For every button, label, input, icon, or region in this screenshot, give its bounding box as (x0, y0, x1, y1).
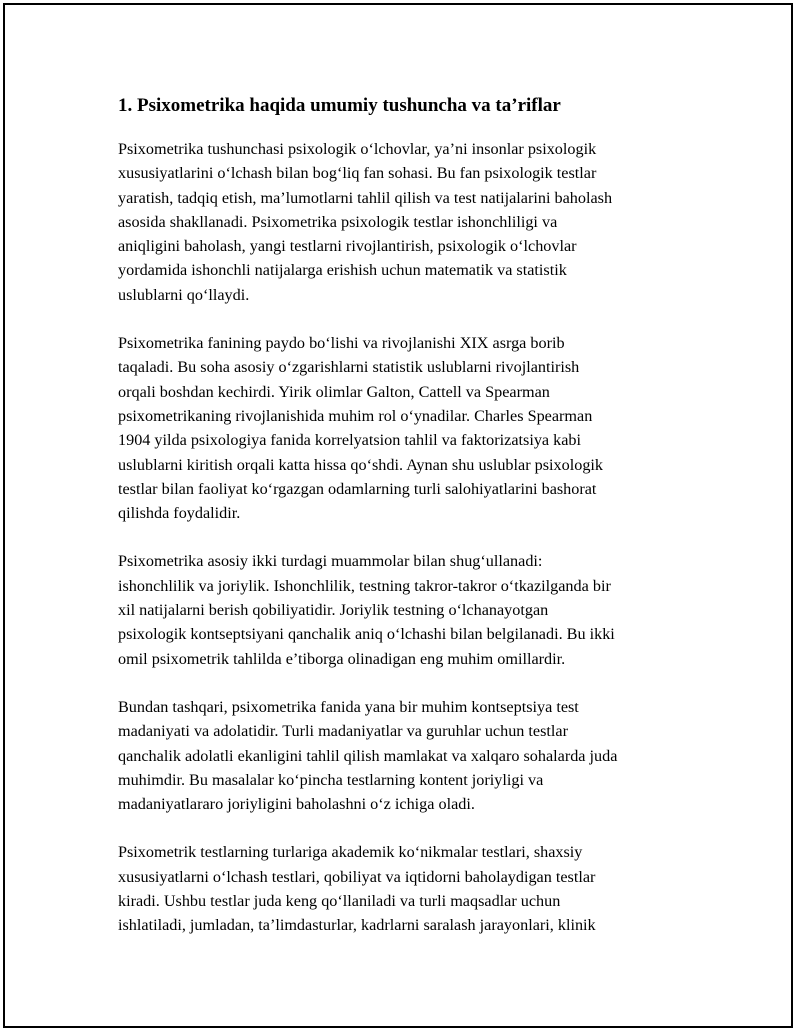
text-line: psixologik kontseptsiyani qanchalik aniq oʻlchashi bilan belgilanadi. Bu ikki (118, 625, 615, 644)
text-line: madaniyatlararo joriyligini baholashni oʻz ichiga oladi. (118, 795, 475, 814)
text-line: uslublarni kiritish orqali katta hissa qoʻshdi. Aynan shu uslublar psixologik (118, 455, 603, 474)
text-line: yaratish, tadqiq etish, ma’lumotlarni tahlil qilish va test natijalarini baholash (118, 188, 613, 207)
text-line: muhimdir. Bu masalalar koʻpincha testlarning kontent joriyligi va (118, 770, 544, 789)
paragraph-culture-fairness (118, 695, 678, 816)
text-line: qilishda foydalidir. (118, 504, 241, 523)
text-line: xil natijalarni berish qobiliyatidir. Joriylik testning oʻlchanayotgan (118, 601, 549, 620)
text-line: omil psixometrik tahlilda e’tiborga olinadigan eng muhim omillardir. (118, 649, 566, 668)
text-line: taqaladi. Bu soha asosiy oʻzgarishlarni statistik uslublarni rivojlantirish (118, 358, 580, 377)
text-line: Psixometrika asosiy ikki turdagi muammolar bilan shugʻullanadi: (118, 552, 543, 571)
paragraph-reliability-validity (118, 549, 678, 670)
document-body (118, 92, 678, 962)
section-heading: 1. Psixometrika haqida umumiy tushuncha va ta’riflar (118, 95, 561, 116)
paragraph-history (118, 331, 678, 525)
text-line: qanchalik adolatli ekanligini tahlil qilish mamlakat va xalqaro sohalarda juda (118, 746, 618, 765)
text-line: xususiyatlarni oʻlchash testlari, qobiliyat va iqtidorni baholaydigan testlar (118, 867, 596, 886)
text-line: 1904 yilda psixologiya fanida korrelyatsion tahlil va faktorizatsiya kabi (118, 431, 582, 450)
text-line: madaniyati va adolatidir. Turli madaniyatlar va guruhlar uchun testlar (118, 722, 568, 741)
text-line: testlar bilan faoliyat koʻrgazgan odamlarning turli salohiyatlarini bashorat (118, 479, 597, 498)
text-line: kiradi. Ushbu testlar juda keng qoʻllaniladi va turli maqsadlar uchun (118, 892, 561, 911)
text-line: yordamida ishonchli natijalarga erishish uchun matematik va statistik (118, 261, 567, 280)
text-line: Psixometrika tushunchasi psixologik oʻlchovlar, ya’ni insonlar psixologik (118, 140, 597, 158)
text-line: uslublarni qoʻllaydi. (118, 285, 250, 304)
text-line: orqali boshdan kechirdi. Yirik olimlar Galton, Cattell va Spearman (118, 382, 550, 401)
text-line: asosida shakllanadi. Psixometrika psixologik testlar ishonchliligi va (118, 212, 558, 231)
paragraph-test-types (118, 840, 678, 937)
paragraph-definition (118, 137, 678, 307)
text-line: psixometrikaning rivojlanishida muhim rol oʻynadilar. Charles Spearman (118, 406, 593, 425)
text-line: Psixometrika fanining paydo boʻlishi va rivojlanishi XIX asrga borib (118, 334, 565, 353)
text-line: aniqligini baholash, yangi testlarni rivojlantirish, psixologik oʻlchovlar (118, 237, 577, 256)
text-line: xususiyatlarini oʻlchash bilan bogʻliq fan sohasi. Bu fan psixologik testlar (118, 164, 597, 183)
text-line: Psixometrik testlarning turlariga akademik koʻnikmalar testlari, shaxsiy (118, 843, 583, 862)
text-line: ishlatiladi, jumladan, ta’limdasturlar, kadrlarni saralash jarayonlari, klinik (118, 916, 596, 935)
text-line: ishonchlilik va joriylik. Ishonchlilik, testning takror-takror oʻtkazilganda bir (118, 576, 611, 595)
text-line: Bundan tashqari, psixometrika fanida yana bir muhim kontseptsiya test (118, 697, 579, 716)
